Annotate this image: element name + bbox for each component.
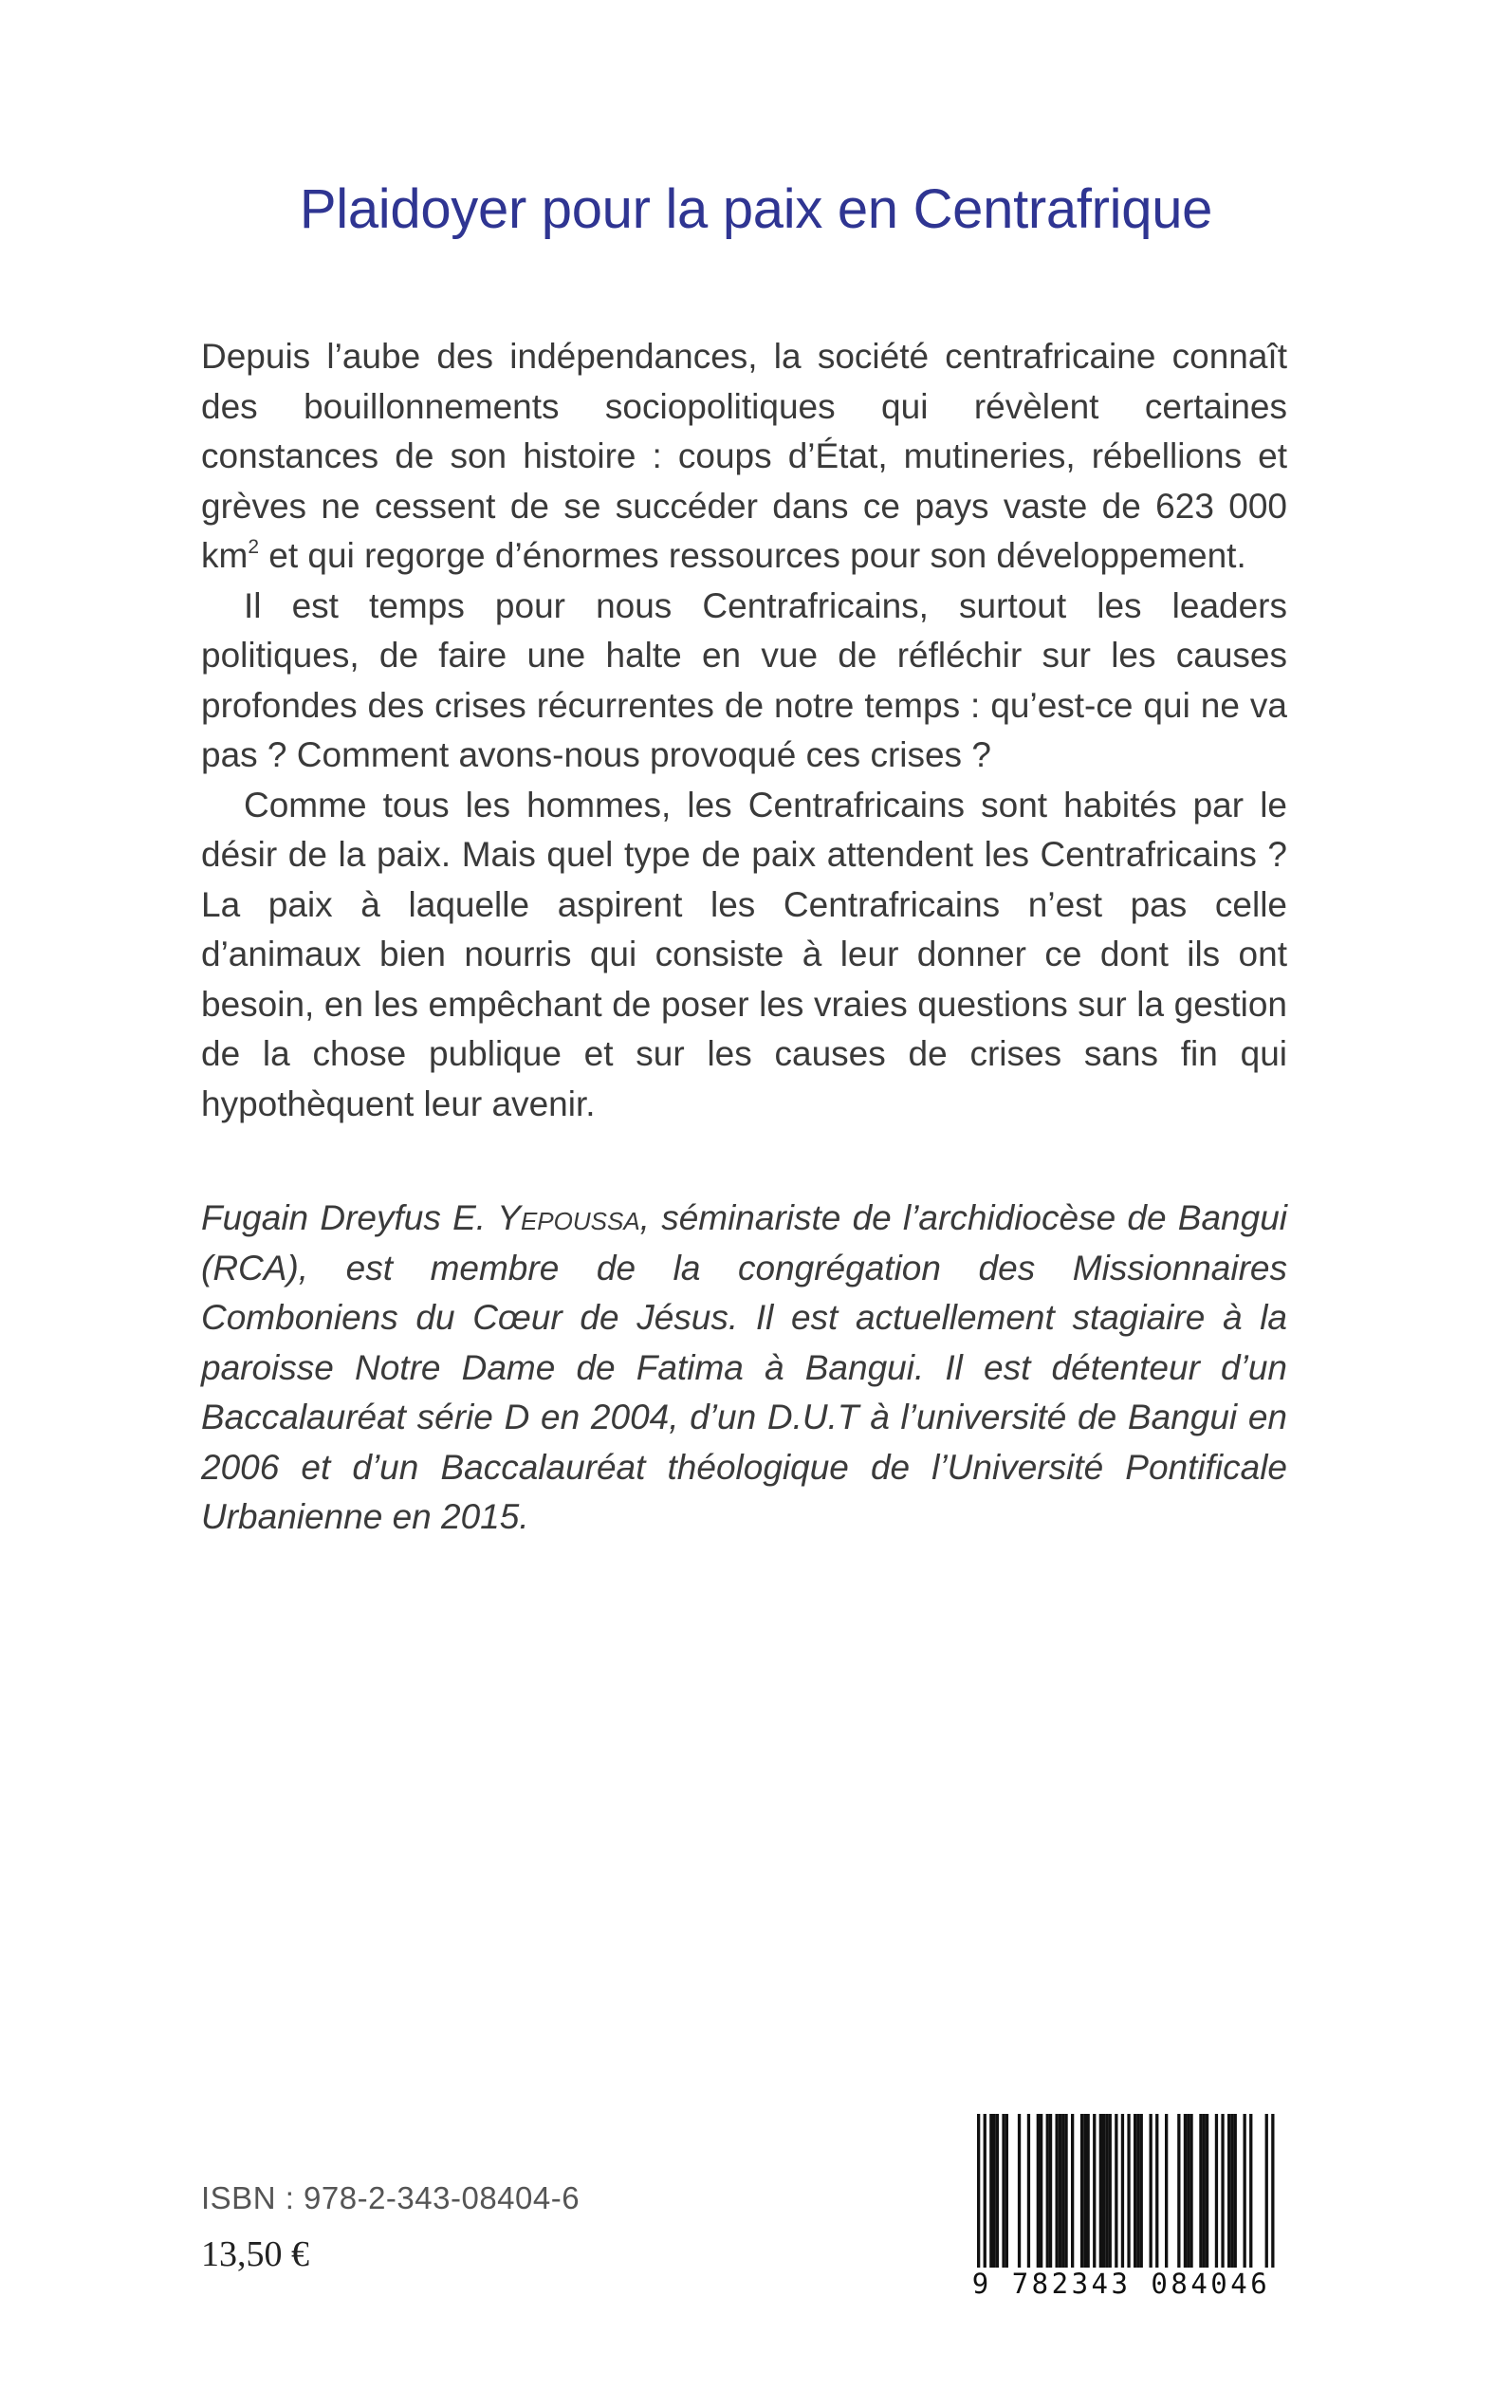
barcode-bar: [1027, 2114, 1030, 2268]
barcode-bar: [1040, 2114, 1042, 2268]
barcode-bar: [1115, 2114, 1117, 2268]
barcode-bar: [1203, 2114, 1206, 2268]
author-first-name: Fugain Dreyfus E.: [201, 1198, 498, 1237]
barcode-bar: [1064, 2114, 1067, 2268]
barcode-bar: [1140, 2114, 1143, 2268]
superscript-2: 2: [248, 536, 260, 558]
barcode-bar: [1265, 2114, 1268, 2283]
barcode-bar: [1230, 2114, 1233, 2268]
price-label: 13,50 €: [201, 2234, 309, 2274]
barcode-bar: [1083, 2114, 1086, 2268]
barcode-bar: [1056, 2114, 1059, 2268]
barcode-bar: [1059, 2114, 1061, 2268]
barcode: [956, 2114, 1286, 2300]
barcode-bar: [993, 2114, 996, 2268]
isbn-label: ISBN : 978-2-343-08404-6: [201, 2180, 581, 2215]
barcode-bar: [1271, 2114, 1274, 2283]
barcode-bar: [1080, 2114, 1083, 2268]
bio-text: , séminariste de l’archidiocèse de Bangui (RCA), est membre de la congrégation des Missionnaires Comboniens du Cœur de Jésus. Il est actuellement stagiaire à la paroisse Notre Dame de Fatima à Bangui. Il est détenteur d’un Baccalauréat série D en 2004, d’un D.U.T à l’université de Bangui en 2006 et d’un Baccalauréat théologique de l’Université Pontificale Urbanienne en 2015.: [201, 1198, 1287, 1536]
barcode-bar: [1227, 2114, 1230, 2268]
barcode-bar: [1184, 2114, 1187, 2268]
barcode-bar: [1206, 2114, 1208, 2268]
barcode-bar: [1187, 2114, 1189, 2268]
barcode-bar: [1234, 2114, 1237, 2268]
barcode-bar: [1134, 2114, 1136, 2268]
barcode-bar: [1189, 2114, 1192, 2268]
barcode-bar: [989, 2114, 992, 2268]
barcode-bar: [1249, 2114, 1252, 2268]
barcode-bar: [1018, 2114, 1021, 2268]
barcode-bar: [1071, 2114, 1074, 2268]
barcode-bar: [977, 2114, 980, 2283]
barcode-bar: [1046, 2114, 1049, 2268]
barcode-bar: [1127, 2114, 1130, 2283]
barcode-bar: [1061, 2114, 1064, 2268]
barcode-bar: [1177, 2114, 1180, 2268]
barcode-bar: [1099, 2114, 1102, 2268]
back-cover-summary: [201, 332, 1287, 1129]
barcode-bar: [1105, 2114, 1108, 2268]
barcode-digits: 9 782343 084046: [956, 2268, 1286, 2300]
book-title: Plaidoyer pour la paix en Centrafrique: [299, 177, 1213, 240]
barcode-bar: [1199, 2114, 1202, 2268]
barcode-bar: [1136, 2114, 1139, 2268]
barcode-bar: [1215, 2114, 1218, 2268]
barcode-bar: [984, 2114, 986, 2283]
barcode-bar: [1221, 2114, 1224, 2268]
barcode-bar: [1005, 2114, 1008, 2268]
barcode-bar: [1244, 2114, 1246, 2268]
barcode-bar: [1002, 2114, 1005, 2268]
author-last-name: Yepoussa: [497, 1198, 640, 1237]
barcode-bar: [1087, 2114, 1090, 2268]
barcode-bar: [1037, 2114, 1040, 2268]
barcode-bar: [1049, 2114, 1052, 2268]
barcode-bar: [1093, 2114, 1096, 2268]
barcode-bar: [1102, 2114, 1105, 2268]
author-biography: [201, 1194, 1287, 1543]
barcode-bar: [1155, 2114, 1158, 2268]
barcode-bars: [956, 2114, 1286, 2288]
barcode-bar: [1109, 2114, 1112, 2268]
summary-paragraph-2: Il est temps pour nous Centrafricains, surtout les leaders politiques, de faire une halte en vue de réfléchir sur les causes profondes des crises récurrentes de notre temps : qu’est-ce qui ne va pas ? Comment avons-nous provoqué ces crises ?: [201, 585, 1287, 774]
barcode-bar: [1165, 2114, 1168, 2268]
barcode-bar: [996, 2114, 999, 2268]
summary-paragraph-3: Comme tous les hommes, les Centrafricains sont habités par le désir de la paix. Mais quel type de paix attendent les Centrafricains ? La paix à laquelle aspirent les Centrafricains n’est pas celle d’animaux bien nourris qui consiste à leur donner ce dont ils ont besoin, en les empêchant de poser les vraies questions sur la gestion de la chose publique et sur les causes de crises sans fin qui hypothèquent leur avenir.: [201, 785, 1287, 1123]
barcode-bar: [1121, 2114, 1124, 2283]
summary-paragraph-1: Depuis l’aube des indépendances, la société centrafricaine connaît des bouillonnements sociopolitiques qui révèlent certaines constances de son histoire : coups d’État, mutineries, rébellions et grèves ne cessent de se succéder dans ce pays vaste de 623 000 $km^2$ et qui regorge d’énormes ressources pour son développement.: [201, 337, 1287, 575]
barcode-bar: [1150, 2114, 1152, 2268]
